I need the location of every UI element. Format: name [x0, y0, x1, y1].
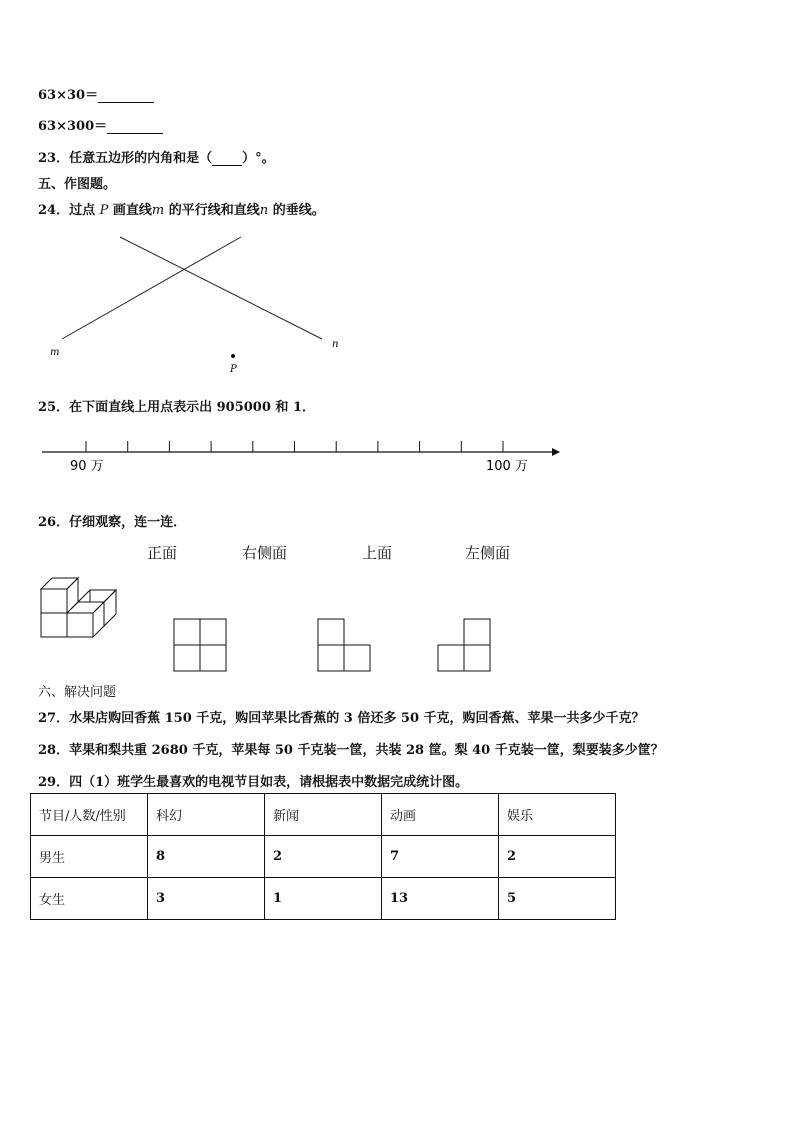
- table-cell: 1: [265, 878, 382, 920]
- tv-program-table: [30, 793, 616, 920]
- question-24-mid1: 画直线: [112, 203, 152, 218]
- label-p: P: [230, 364, 237, 375]
- view-label-left: 左侧面: [465, 544, 511, 562]
- section-6-heading: 六、解决问题: [38, 685, 117, 700]
- table-row-label: 男生: [31, 836, 148, 878]
- calc-expression-1: 63×30＝: [38, 88, 99, 103]
- question-23-prefix: 23．任意五边形的内角和是（: [38, 151, 213, 166]
- table-row: [31, 878, 616, 920]
- view-shape-l-right: [438, 619, 490, 671]
- line-n-ref: n: [259, 203, 269, 218]
- table-cell: 3: [148, 878, 265, 920]
- view-shape-l-left: [318, 619, 370, 671]
- question-28: 28．苹果和梨共重 2680 千克，苹果每 50 千克装一筐，共装 28 筐。梨 40 千克装一筐，梨要装多少筐？: [38, 743, 664, 758]
- table-row-label: 女生: [31, 878, 148, 920]
- question-24-mid2: 的平行线和直线: [168, 203, 260, 218]
- line-m-ref: m: [151, 203, 165, 218]
- calc-expression-2: 63×300＝: [38, 119, 108, 134]
- question-24-prefix: 24．过点: [38, 203, 96, 218]
- question-24-suffix: 的垂线。: [272, 203, 325, 218]
- view-label-right: 右侧面: [242, 544, 288, 562]
- table-header-cell: 节目/人数/性别: [31, 794, 148, 836]
- cube-stack: [41, 578, 116, 637]
- table-cell: 2: [265, 836, 382, 878]
- view-label-top: 上面: [362, 544, 393, 562]
- table-header-row: [31, 794, 616, 836]
- view-shape-square: [174, 619, 226, 671]
- point-p-ref: P: [99, 203, 109, 218]
- question-23-suffix: ）°。: [242, 151, 275, 166]
- table-cell: 5: [499, 878, 616, 920]
- table-cell: 7: [382, 836, 499, 878]
- label-m: m: [50, 347, 60, 358]
- table-header-cell: 娱乐: [499, 794, 616, 836]
- question-25: 25．在下面直线上用点表示出 905000 和 1．: [38, 400, 315, 415]
- end-label: 100 万: [486, 459, 528, 474]
- table-header-cell: 科幻: [148, 794, 265, 836]
- label-n: n: [332, 339, 339, 350]
- question-29: 29．四（1）班学生最喜欢的电视节目如表，请根据表中数据完成统计图。: [38, 775, 469, 790]
- section-5-heading: 五、作图题。: [38, 177, 117, 192]
- table-header-cell: 动画: [382, 794, 499, 836]
- question-26: 26．仔细观察，连一连．: [38, 515, 187, 530]
- table-row: [31, 836, 616, 878]
- table-cell: 13: [382, 878, 499, 920]
- start-label: 90 万: [70, 459, 104, 474]
- table-cell: 2: [499, 836, 616, 878]
- question-27: 27．水果店购回香蕉 150 千克，购回苹果比香蕉的 3 倍还多 50 千克，购回香蕉、苹果一共多少千克？: [38, 711, 645, 726]
- table-cell: 8: [148, 836, 265, 878]
- view-label-front: 正面: [147, 544, 178, 562]
- table-header-cell: 新闻: [265, 794, 382, 836]
